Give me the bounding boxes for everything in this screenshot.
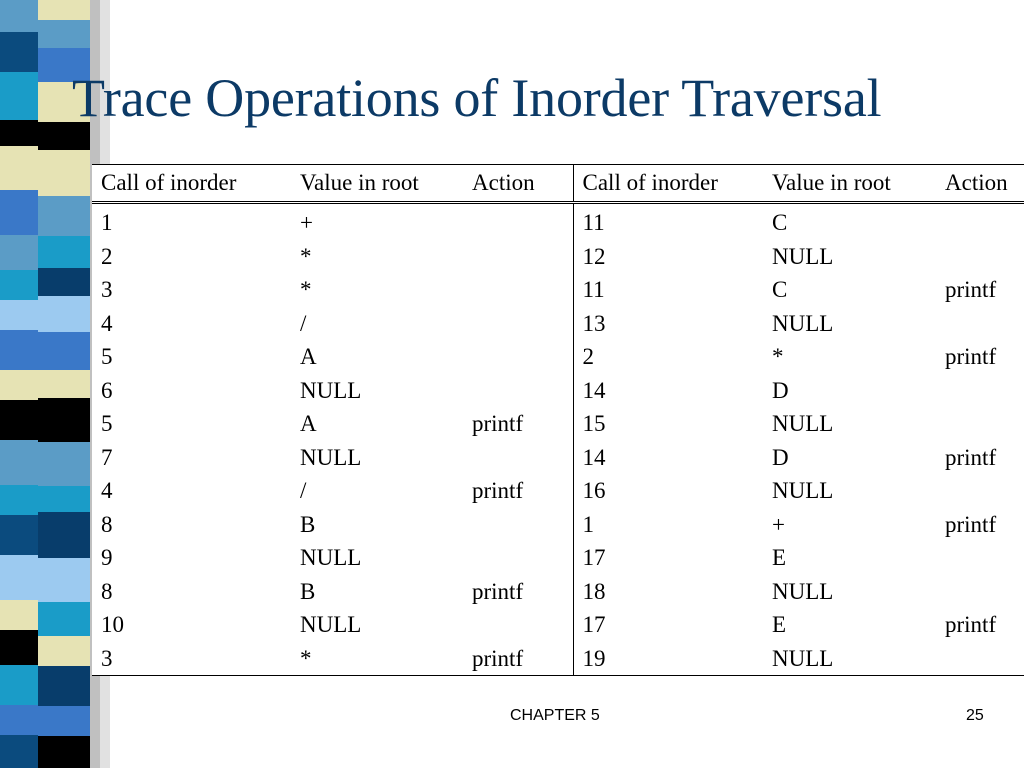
table-cell: 9 [101, 545, 113, 571]
table-cell [463, 340, 573, 374]
table-cell: B [300, 578, 316, 604]
table-cell: printf [945, 344, 997, 370]
table-cell: NULL [300, 444, 362, 470]
table-cell: NULL [772, 478, 834, 504]
header-action-left: Action [463, 165, 573, 203]
page-number: 25 [966, 707, 984, 724]
table-cell [463, 203, 573, 240]
slide-title: Trace Operations of Inorder Traversal [72, 68, 882, 128]
table-cell: printf [472, 478, 524, 504]
table-cell: D [772, 377, 789, 403]
table-cell: 18 [573, 575, 763, 609]
table-cell: 14 [573, 374, 763, 408]
strip-left-column [0, 0, 38, 768]
table-cell: NULL [300, 545, 362, 571]
table-cell: E [772, 612, 787, 638]
header-row [92, 165, 1024, 203]
table-cell: printf [463, 642, 573, 676]
table-cell: printf [472, 578, 524, 604]
table-cell [936, 474, 1024, 508]
trace-table-body [92, 203, 1024, 676]
table-cell: 10 [101, 612, 124, 638]
table-cell [463, 307, 573, 341]
table-cell: * [300, 243, 312, 269]
table-cell: 15 [573, 407, 763, 441]
header-value-in-root-left: Value in root [291, 165, 463, 203]
table-cell: * [300, 277, 312, 303]
table-cell: A [300, 411, 317, 437]
table-cell [463, 240, 573, 274]
table-row [92, 203, 1024, 240]
table-cell: NULL [772, 243, 834, 269]
table-cell: 2 [573, 340, 763, 374]
table-cell: 5 [101, 344, 113, 370]
table-cell: + [300, 210, 313, 236]
table-cell [936, 203, 1024, 240]
table-row [92, 541, 1024, 575]
table-cell: B [300, 511, 316, 537]
table-cell: 19 [573, 642, 763, 676]
header-value-in-root-right: Value in root [763, 165, 936, 203]
table-cell: printf [945, 444, 997, 470]
table-cell [936, 240, 1024, 274]
table-cell: 16 [573, 474, 763, 508]
table-cell: 4 [101, 478, 113, 504]
table-cell: + [772, 511, 785, 537]
table-cell: printf [945, 277, 997, 303]
table-cell [936, 642, 1024, 676]
table-cell: NULL [300, 612, 362, 638]
table-cell [936, 374, 1024, 408]
table-cell: * [291, 642, 463, 676]
table-cell [936, 541, 1024, 575]
table-cell [936, 575, 1024, 609]
table-cell: 6 [101, 377, 113, 403]
table-cell: 11 [573, 273, 763, 307]
table-cell: / [300, 310, 307, 336]
table-cell: 5 [101, 411, 113, 437]
table-row [92, 474, 1024, 508]
table-cell: printf [945, 612, 997, 638]
table-row [92, 374, 1024, 408]
table-row [92, 642, 1024, 676]
table-cell [463, 374, 573, 408]
table-cell: * [772, 344, 784, 370]
table-cell: 3 [101, 277, 113, 303]
trace-table-header [92, 165, 1024, 203]
table-cell: NULL [763, 642, 936, 676]
table-row [92, 407, 1024, 441]
table-cell: 1 [101, 210, 113, 236]
table-row [92, 508, 1024, 542]
table-cell: NULL [772, 411, 834, 437]
table-cell: 8 [101, 578, 113, 604]
table-row [92, 608, 1024, 642]
table-cell: printf [945, 511, 997, 537]
table-cell: NULL [300, 377, 362, 403]
table-cell: C [772, 277, 788, 303]
header-call-of-inorder-left: Call of inorder [92, 165, 291, 203]
trace-table [92, 164, 1024, 676]
table-cell: 4 [101, 310, 113, 336]
table-cell: / [300, 478, 307, 504]
table-cell: A [300, 344, 317, 370]
table-cell: NULL [772, 310, 834, 336]
table-cell: 11 [573, 203, 763, 240]
table-cell: 13 [573, 307, 763, 341]
table-cell [463, 441, 573, 475]
table-row [92, 273, 1024, 307]
table-cell: 12 [573, 240, 763, 274]
table-cell: printf [472, 411, 524, 437]
table-cell [463, 541, 573, 575]
table-cell: D [772, 444, 789, 470]
table-cell [463, 273, 573, 307]
footer-chapter: CHAPTER 5 [510, 707, 600, 724]
table-cell: C [772, 210, 788, 236]
table-row [92, 441, 1024, 475]
table-row [92, 575, 1024, 609]
table-cell: 1 [573, 508, 763, 542]
table-cell: 17 [573, 608, 763, 642]
header-call-of-inorder-right: Call of inorder [573, 165, 763, 203]
table-cell: 7 [101, 444, 113, 470]
table-cell: 14 [573, 441, 763, 475]
table-cell: 8 [101, 511, 113, 537]
table-cell [463, 608, 573, 642]
table-cell: 2 [101, 243, 113, 269]
header-action-right: Action [936, 165, 1024, 203]
table-row [92, 307, 1024, 341]
table-cell: 3 [92, 642, 291, 676]
table-cell [936, 307, 1024, 341]
table-cell [936, 407, 1024, 441]
table-row [92, 240, 1024, 274]
table-cell: NULL [772, 578, 834, 604]
table-row [92, 340, 1024, 374]
table-cell [463, 508, 573, 542]
table-cell: E [772, 545, 787, 571]
table-cell: 17 [573, 541, 763, 575]
